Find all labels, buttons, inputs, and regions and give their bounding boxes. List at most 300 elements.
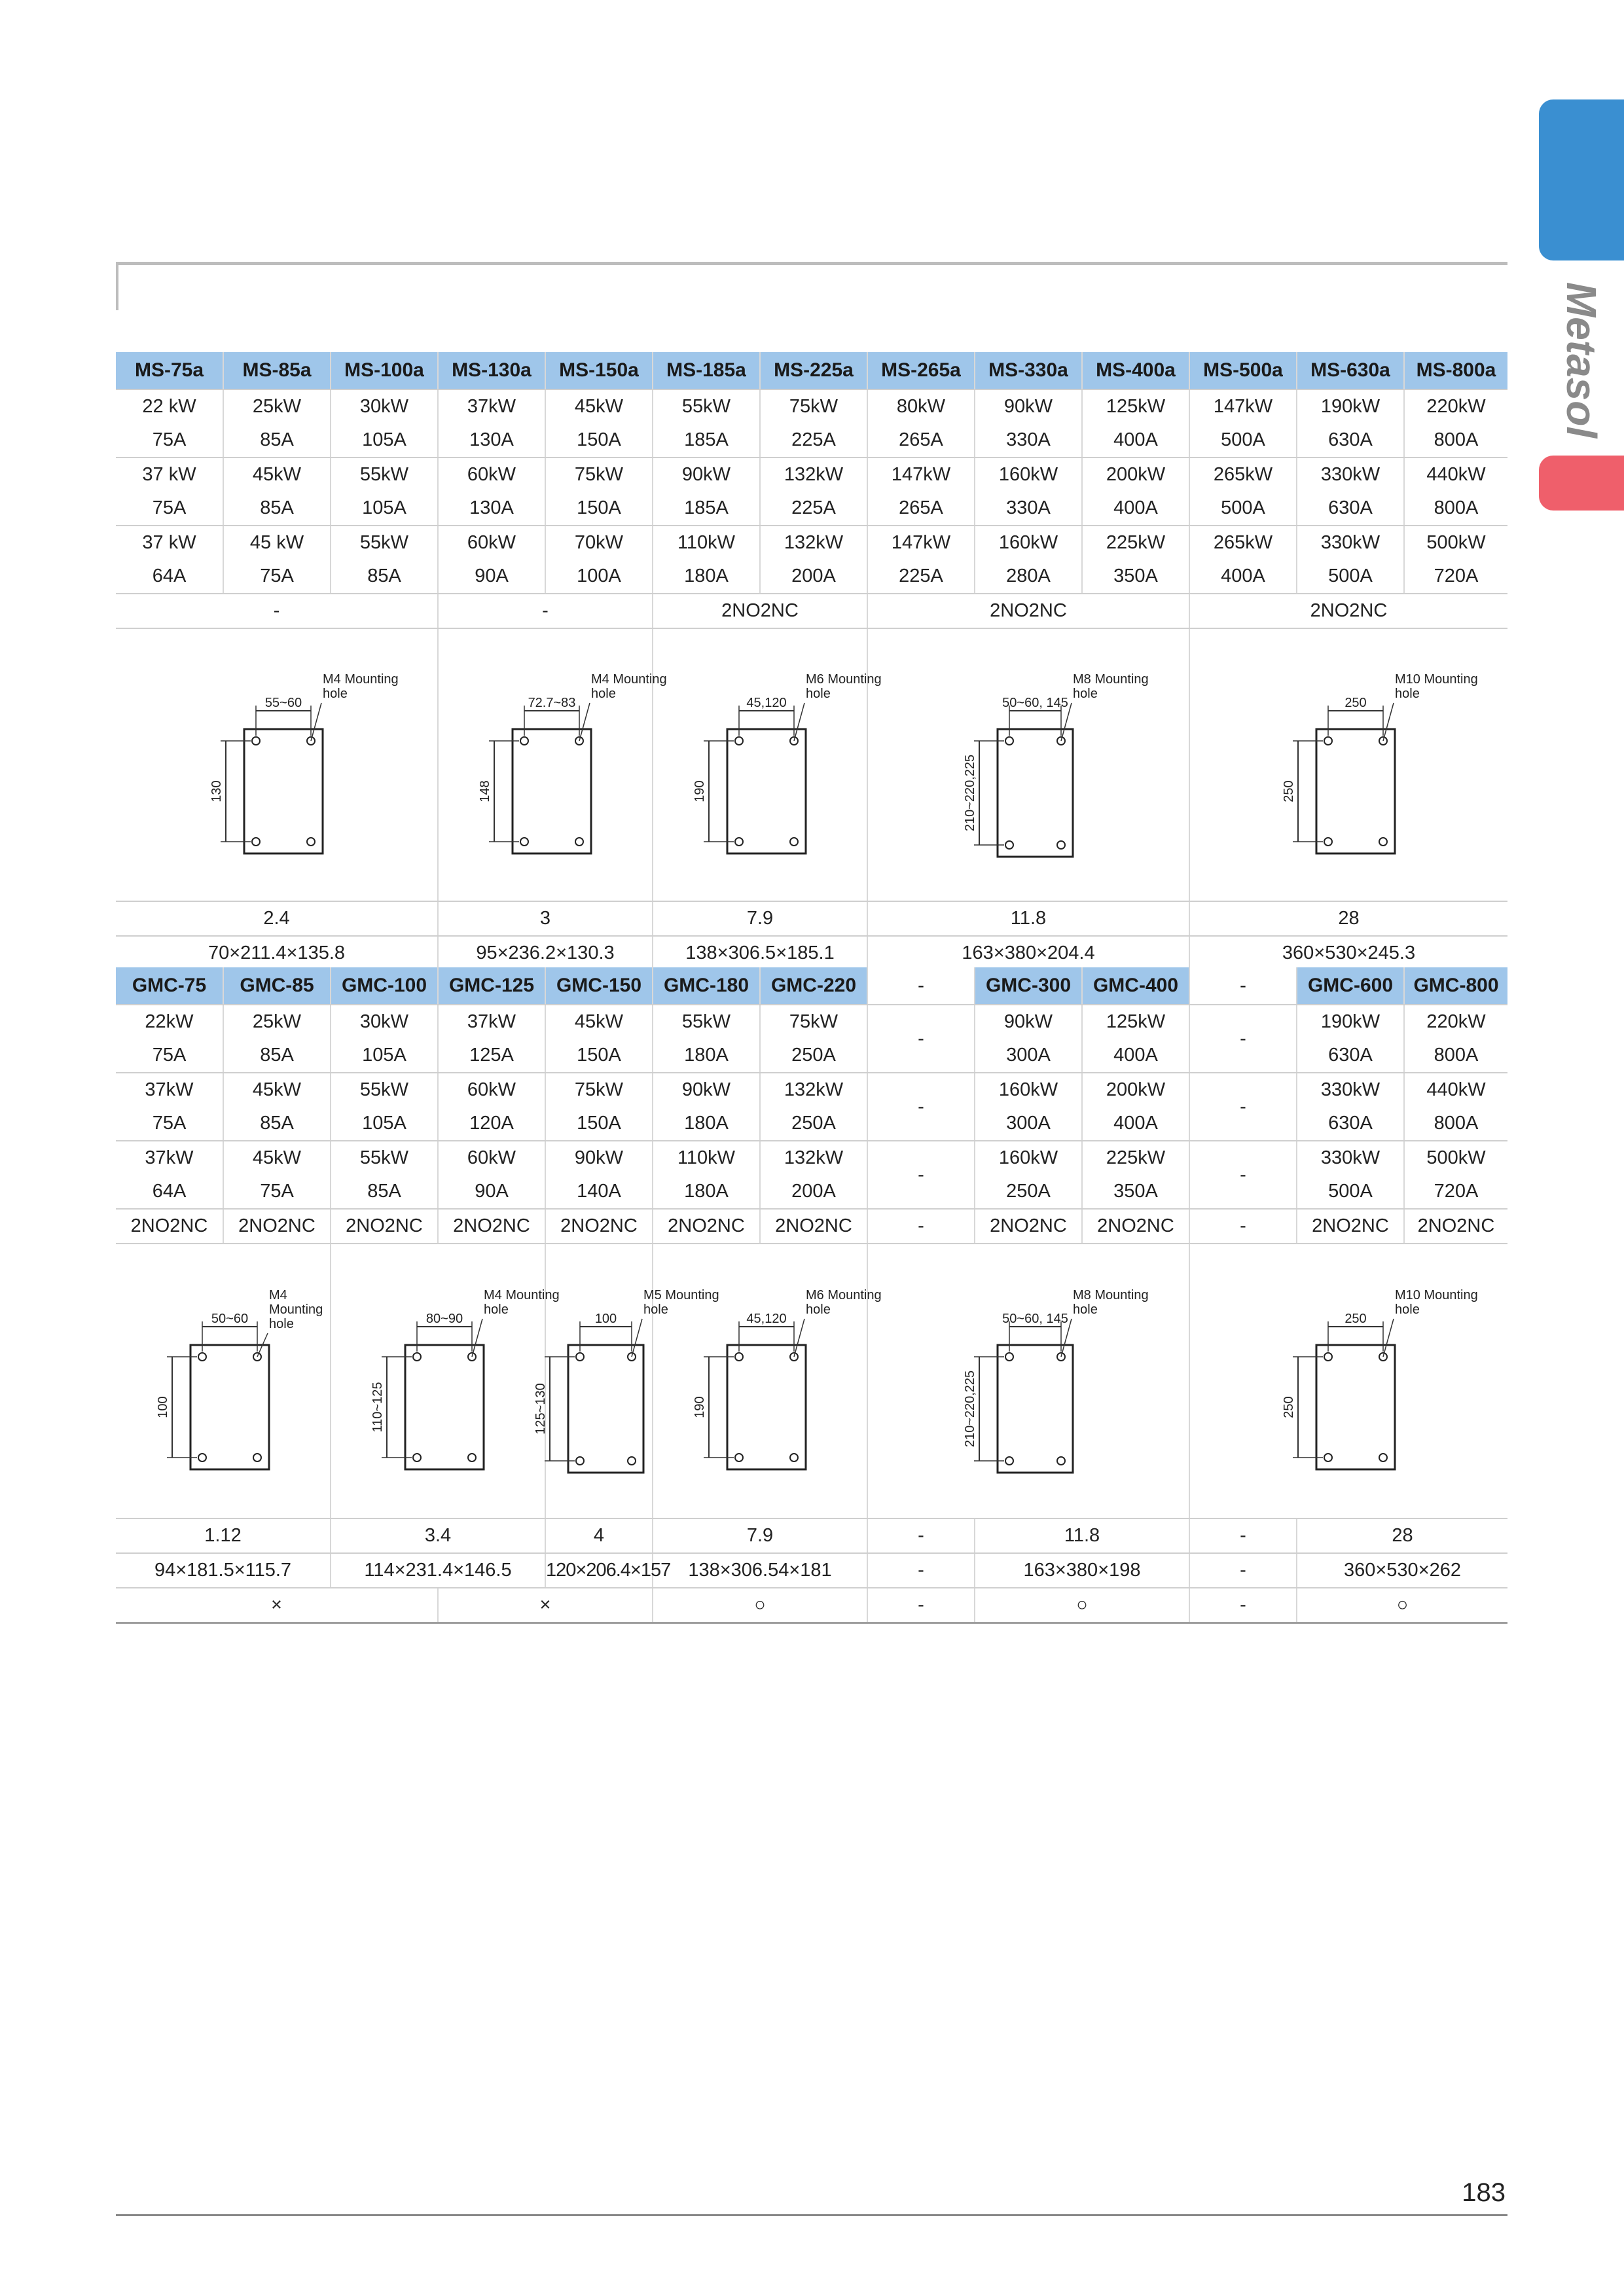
mounting-drawing <box>447 657 667 873</box>
width-dimension-label: 45,120 <box>746 695 787 710</box>
mounting-hole-icon <box>252 838 260 846</box>
drawing-cell <box>1189 1244 1507 1518</box>
rating-cell: 220kW <box>1404 1005 1507 1039</box>
mounting-hole-icon <box>1324 1454 1332 1462</box>
rating-cell: 265kW <box>1189 457 1297 492</box>
model-header: GMC-150 <box>545 967 653 1005</box>
rating-cell: 147kW <box>1189 389 1297 423</box>
mounting-drawing <box>662 657 882 873</box>
rating-cell: 80kW <box>867 389 975 423</box>
rating-cell: 330kW <box>1297 526 1404 560</box>
rating-cell: 330A <box>975 423 1082 457</box>
rating-cell: 60kW <box>438 1073 545 1107</box>
hole-callout-leader <box>311 703 321 741</box>
rating-cell: 200A <box>760 560 867 594</box>
mounting-drawing <box>125 1273 321 1489</box>
mounting-plate-outline <box>998 1345 1073 1473</box>
rating-cell: 350A <box>1082 1175 1189 1209</box>
rating-cell: 180A <box>653 560 760 594</box>
width-dimension-label: 50~60, 145 <box>1002 1312 1068 1326</box>
mounting-plate-outline <box>244 729 323 853</box>
height-dimension-label: 210~220,225 <box>963 754 977 831</box>
mounting-hole-icon <box>253 1454 261 1462</box>
model-header: GMC-75 <box>116 967 223 1005</box>
rating-cell: 160kW <box>975 1073 1082 1107</box>
rating-cell: 400A <box>1082 1107 1189 1141</box>
mark-cell: × <box>438 1588 653 1623</box>
rating-cell: 185A <box>653 492 760 526</box>
rating-cell: 440kW <box>1404 457 1507 492</box>
dimension-cell: 138×306.5×185.1 <box>653 936 867 971</box>
mounting-drawing <box>1231 657 1478 873</box>
model-header: GMC-180 <box>653 967 760 1005</box>
rating-cell: 180A <box>653 1175 760 1209</box>
rating-cell: 125kW <box>1082 1005 1189 1039</box>
rating-cell: 630A <box>1297 492 1404 526</box>
hole-callout-label: M4 Mounting hole <box>484 1288 560 1317</box>
ms-rating-row <box>116 423 1507 457</box>
rating-cell: 190kW <box>1297 389 1404 423</box>
height-dimension-label: 250 <box>1281 780 1296 802</box>
dimension-cell: 70×211.4×135.8 <box>116 936 438 971</box>
rating-cell: 400A <box>1082 1039 1189 1073</box>
model-header: MS-400a <box>1082 352 1189 389</box>
hole-callout-leader <box>1383 703 1394 741</box>
rating-cell: 64A <box>116 1175 223 1209</box>
rating-cell: 800A <box>1404 1039 1507 1073</box>
rating-cell: 200kW <box>1082 1073 1189 1107</box>
rating-cell: 110kW <box>653 526 760 560</box>
rating-cell: 225A <box>760 492 867 526</box>
rating-cell: 55kW <box>331 1141 438 1175</box>
rating-cell: 90A <box>438 560 545 594</box>
gmc-dimension-row <box>116 1553 1507 1588</box>
rating-cell: 85A <box>331 560 438 594</box>
rating-cell: 55kW <box>331 526 438 560</box>
rating-cell: 37 kW <box>142 464 196 485</box>
rating-cell: 85A <box>223 1039 331 1073</box>
ms-dimension-row <box>116 936 1507 971</box>
rating-cell: - <box>867 1005 975 1073</box>
ms-rating-row <box>116 389 1507 423</box>
rating-cell: 185A <box>653 423 760 457</box>
dimension-cell: 163×380×204.4 <box>867 936 1189 971</box>
aux-cell: 2NO2NC <box>1404 1209 1507 1244</box>
mounting-drawing <box>911 1273 1149 1489</box>
rating-cell: 630A <box>1297 423 1404 457</box>
mounting-hole-icon <box>1057 1457 1065 1465</box>
aux-cell: 2NO2NC <box>1082 1209 1189 1244</box>
model-header: MS-500a <box>1189 352 1297 389</box>
hole-callout-label: M8 Mounting hole <box>1073 672 1149 701</box>
width-dimension-label: 250 <box>1344 1312 1367 1326</box>
dimension-cell: 360×530×262 <box>1297 1553 1507 1588</box>
mounting-hole-icon <box>198 1353 206 1361</box>
rating-cell: 64A <box>116 560 223 594</box>
rating-cell: 500A <box>1297 1175 1404 1209</box>
mounting-plate-outline <box>727 1345 806 1469</box>
weight-cell: 4 <box>545 1518 653 1553</box>
aux-cell: 2NO2NC <box>438 1209 545 1244</box>
rating-cell: 45kW <box>545 389 653 423</box>
rating-cell: 150A <box>545 492 653 526</box>
mounting-hole-icon <box>1005 1353 1013 1361</box>
rating-cell: 100A <box>545 560 653 594</box>
rating-cell: 90kW <box>975 389 1082 423</box>
hole-callout-leader <box>472 1319 482 1357</box>
mounting-hole-icon <box>520 737 528 745</box>
mounting-plate-outline <box>998 729 1073 857</box>
rating-cell: 265A <box>867 423 975 457</box>
model-header: - <box>1189 967 1297 1005</box>
rating-cell: 350A <box>1082 560 1189 594</box>
rating-cell: 60kW <box>438 1141 545 1175</box>
drawing-cell <box>653 1244 882 1518</box>
mounting-hole-icon <box>1005 1457 1013 1465</box>
rating-cell: 132kW <box>760 457 867 492</box>
rating-cell: 120A <box>438 1107 545 1141</box>
rating-cell: - <box>867 1073 975 1141</box>
hole-callout-leader <box>1383 1319 1394 1357</box>
rating-cell: 147kW <box>867 457 975 492</box>
rating-cell: 160kW <box>975 457 1082 492</box>
drawing-cell <box>867 628 1189 901</box>
dimension-cell: 95×236.2×130.3 <box>438 936 653 971</box>
rating-cell: 25kW <box>223 1005 331 1039</box>
rating-cell: 300A <box>975 1039 1082 1073</box>
rating-cell: 160kW <box>975 1141 1082 1175</box>
rating-cell: 500kW <box>1404 526 1507 560</box>
rating-cell: 130A <box>438 423 545 457</box>
mounting-plate-outline <box>405 1345 484 1469</box>
rating-cell: 37kW <box>438 1005 545 1039</box>
ms-rating-row <box>116 560 1507 594</box>
ms-drawing-row <box>116 628 1507 901</box>
rating-cell: 800A <box>1404 492 1507 526</box>
mounting-hole-icon <box>1057 841 1065 849</box>
height-dimension-label: 210~220,225 <box>963 1370 977 1448</box>
rating-cell: 132kW <box>760 526 867 560</box>
rating-cell: 75kW <box>760 389 867 423</box>
drawing-cell <box>867 1244 1189 1518</box>
rating-cell: 400A <box>1082 492 1189 526</box>
rating-cell: 90kW <box>653 457 760 492</box>
rating-cell: 45kW <box>223 1141 331 1175</box>
model-header: GMC-300 <box>975 967 1082 1005</box>
hole-callout-label: M4 Mounting hole <box>268 1288 323 1331</box>
width-dimension-label: 50~60 <box>211 1312 248 1326</box>
mounting-hole-icon <box>252 737 260 745</box>
drawing-cell <box>438 628 667 901</box>
mounting-hole-icon <box>735 838 743 846</box>
model-header: MS-225a <box>760 352 867 389</box>
rating-cell: 75kW <box>545 1073 653 1107</box>
rating-cell: 55kW <box>331 457 438 492</box>
mounting-plate-outline <box>1316 729 1395 853</box>
aux-cell: 2NO2NC <box>653 594 867 628</box>
rating-cell: 440kW <box>1404 1073 1507 1107</box>
model-header: GMC-400 <box>1082 967 1189 1005</box>
hole-callout-leader <box>794 1319 804 1357</box>
rating-cell: 55kW <box>331 1073 438 1107</box>
height-dimension-label: 148 <box>478 780 492 802</box>
gmc-rating-row <box>116 1039 1507 1073</box>
rating-cell: 500A <box>1189 492 1297 526</box>
rating-cell: 330A <box>975 492 1082 526</box>
width-dimension-label: 50~60, 145 <box>1002 695 1068 710</box>
mounting-hole-icon <box>575 838 583 846</box>
width-dimension-label: 72.7~83 <box>528 695 576 710</box>
mounting-hole-icon <box>735 737 743 745</box>
rating-cell: 60kW <box>438 457 545 492</box>
rating-cell: 400A <box>1189 560 1297 594</box>
mark-cell: ○ <box>653 1588 867 1623</box>
weight-cell: 11.8 <box>975 1518 1189 1553</box>
mark-cell: - <box>1189 1588 1297 1623</box>
height-dimension-label: 130 <box>209 780 224 802</box>
section-tab-blue <box>1539 99 1624 260</box>
mounting-hole-icon <box>1379 1454 1387 1462</box>
rating-cell: 110kW <box>653 1141 760 1175</box>
rating-cell: 105A <box>331 492 438 526</box>
height-dimension-label: 125~130 <box>533 1383 548 1435</box>
weight-cell: 28 <box>1297 1518 1507 1553</box>
gmc-rating-row <box>116 1107 1507 1141</box>
mounting-hole-icon <box>1379 838 1387 846</box>
rating-cell: - <box>1189 1005 1297 1073</box>
width-dimension-label: 55~60 <box>264 695 302 710</box>
model-header: MS-630a <box>1297 352 1404 389</box>
mounting-hole-icon <box>1324 838 1332 846</box>
rating-cell: 105A <box>331 423 438 457</box>
mounting-hole-icon <box>1324 1353 1332 1361</box>
hole-callout-label: M4 Mounting hole <box>322 672 399 701</box>
mounting-hole-icon <box>1005 737 1013 745</box>
aux-cell: 2NO2NC <box>223 1209 331 1244</box>
weight-cell: 3.4 <box>331 1518 545 1553</box>
rating-cell: 90kW <box>545 1141 653 1175</box>
rating-cell: 500kW <box>1404 1141 1507 1175</box>
ms-header-row <box>116 352 1507 389</box>
rating-cell: 220kW <box>1404 389 1507 423</box>
rating-cell: 130A <box>438 492 545 526</box>
weight-cell: 28 <box>1189 901 1507 936</box>
rating-cell: 30kW <box>331 389 438 423</box>
mounting-plate-outline <box>727 729 806 853</box>
gmc-rating-row <box>116 1005 1507 1039</box>
model-header: MS-130a <box>438 352 545 389</box>
gmc-rating-row <box>116 1141 1507 1175</box>
rating-cell: 37 kW <box>142 532 196 553</box>
rating-cell: 105A <box>331 1107 438 1141</box>
gmc-drawing-row <box>116 1244 1507 1518</box>
mark-cell: - <box>867 1588 975 1623</box>
mounting-hole-icon <box>1005 841 1013 849</box>
height-dimension-label: 190 <box>693 1396 707 1418</box>
ms-rating-row <box>116 526 1507 560</box>
hole-callout-label: M5 Mounting hole <box>643 1288 719 1317</box>
rating-cell: - <box>1189 1073 1297 1141</box>
rating-cell: 37kW <box>145 1079 194 1100</box>
weight-cell: - <box>867 1518 975 1553</box>
page-number: 183 <box>1462 2178 1506 2207</box>
rating-cell: 300A <box>975 1107 1082 1141</box>
dimension-cell: 360×530×245.3 <box>1189 936 1507 971</box>
rating-cell: 22 kW <box>142 396 196 417</box>
aux-cell: - <box>1189 1209 1297 1244</box>
rating-cell: 75kW <box>760 1005 867 1039</box>
rating-cell: 400A <box>1082 423 1189 457</box>
drawing-cell <box>653 628 882 901</box>
rating-cell: 225kW <box>1082 526 1189 560</box>
rating-cell: 75kW <box>545 457 653 492</box>
rating-cell: 85A <box>331 1175 438 1209</box>
model-header: MS-75a <box>116 352 223 389</box>
aux-cell: 2NO2NC <box>1297 1209 1404 1244</box>
rating-cell: 250A <box>975 1175 1082 1209</box>
ms-aux-row <box>116 594 1507 628</box>
hole-callout-label: M8 Mounting hole <box>1073 1288 1149 1317</box>
aux-cell: 2NO2NC <box>331 1209 438 1244</box>
mounting-hole-icon <box>307 838 315 846</box>
rating-cell: 125A <box>438 1039 545 1073</box>
aux-cell: 2NO2NC <box>760 1209 867 1244</box>
rating-cell: 720A <box>1404 560 1507 594</box>
footer-rule <box>116 2214 1507 2216</box>
hole-callout-leader <box>632 1319 642 1357</box>
mounting-plate-outline <box>1316 1345 1395 1469</box>
mounting-drawing <box>662 1273 882 1489</box>
mark-cell: ○ <box>1297 1588 1507 1623</box>
rating-cell: 160kW <box>975 526 1082 560</box>
rating-cell: 30kW <box>331 1005 438 1039</box>
ms-spec-table <box>116 352 1507 971</box>
rating-cell: 85A <box>223 492 331 526</box>
gmc-mark-row <box>116 1588 1507 1623</box>
model-header: MS-150a <box>545 352 653 389</box>
drawing-cell <box>331 1244 560 1518</box>
dimension-cell: 163×380×198 <box>975 1553 1189 1588</box>
hole-callout-leader <box>579 703 590 741</box>
rating-cell: 225A <box>867 560 975 594</box>
rating-cell: 250A <box>760 1039 867 1073</box>
width-dimension-label: 80~90 <box>425 1312 463 1326</box>
rating-cell: 45 kW <box>223 526 331 560</box>
model-header: MS-185a <box>653 352 760 389</box>
rating-cell: 150A <box>545 1107 653 1141</box>
rating-cell: 25kW <box>223 389 331 423</box>
rating-cell: 330kW <box>1297 1141 1404 1175</box>
drawing-cell <box>1189 628 1507 901</box>
gmc-header-row <box>116 967 1507 1005</box>
rating-cell: 75A <box>223 1175 331 1209</box>
rating-cell: 140A <box>545 1175 653 1209</box>
rating-cell: 225A <box>760 423 867 457</box>
rating-cell: 37kW <box>145 1147 194 1168</box>
ms-weight-row <box>116 901 1507 936</box>
model-header: MS-330a <box>975 352 1082 389</box>
hole-callout-label: M6 Mounting hole <box>806 1288 882 1317</box>
rating-cell: 22kW <box>145 1011 194 1032</box>
rating-cell: 90kW <box>975 1005 1082 1039</box>
rating-cell: - <box>867 1141 975 1209</box>
model-header: GMC-600 <box>1297 967 1404 1005</box>
rating-cell: 265kW <box>1189 526 1297 560</box>
aux-cell: 2NO2NC <box>867 594 1189 628</box>
gmc-aux-row <box>116 1209 1507 1244</box>
ms-rating-row <box>116 492 1507 526</box>
rating-cell: 800A <box>1404 1107 1507 1141</box>
mounting-hole-icon <box>1324 737 1332 745</box>
mark-cell: ○ <box>975 1588 1189 1623</box>
hole-callout-leader <box>794 703 804 741</box>
mounting-hole-icon <box>735 1353 743 1361</box>
weight-cell: 3 <box>438 901 653 936</box>
model-header: MS-800a <box>1404 352 1507 389</box>
mounting-hole-icon <box>468 1454 476 1462</box>
mounting-hole-icon <box>413 1353 421 1361</box>
mounting-plate-outline <box>568 1345 643 1473</box>
dimension-cell: 114×231.4×146.5 <box>331 1553 545 1588</box>
rating-cell: 330kW <box>1297 457 1404 492</box>
model-header: GMC-125 <box>438 967 545 1005</box>
model-header: GMC-220 <box>760 967 867 1005</box>
rating-cell: 250A <box>760 1107 867 1141</box>
rating-cell: 75A <box>116 1039 223 1073</box>
dimension-cell: - <box>1189 1553 1297 1588</box>
rating-cell: 75A <box>116 423 223 457</box>
rating-cell: 37kW <box>438 389 545 423</box>
model-header: - <box>867 967 975 1005</box>
dimension-cell: 120×206.4×157 <box>545 1553 653 1588</box>
rating-cell: 800A <box>1404 423 1507 457</box>
gmc-rating-row <box>116 1175 1507 1209</box>
aux-cell: 2NO2NC <box>116 1209 223 1244</box>
model-header: MS-100a <box>331 352 438 389</box>
model-header: GMC-85 <box>223 967 331 1005</box>
hole-callout-label: M4 Mounting hole <box>591 672 667 701</box>
rating-cell: 90kW <box>653 1073 760 1107</box>
rating-cell: 70kW <box>545 526 653 560</box>
mark-cell: × <box>116 1588 438 1623</box>
mounting-hole-icon <box>790 1454 798 1462</box>
rating-cell: 200kW <box>1082 457 1189 492</box>
height-dimension-label: 250 <box>1281 1396 1296 1418</box>
mounting-drawing <box>911 657 1149 873</box>
rating-cell: 265A <box>867 492 975 526</box>
top-rule <box>116 262 1507 265</box>
rating-cell: 85A <box>223 423 331 457</box>
weight-cell: 7.9 <box>653 901 867 936</box>
rating-cell: 180A <box>653 1039 760 1073</box>
rating-cell: 132kW <box>760 1073 867 1107</box>
rating-cell: 500A <box>1189 423 1297 457</box>
model-header: GMC-100 <box>331 967 438 1005</box>
rating-cell: 190kW <box>1297 1005 1404 1039</box>
rating-cell: 90A <box>438 1175 545 1209</box>
aux-cell: - <box>438 594 653 628</box>
drawing-cell <box>116 1244 331 1518</box>
rating-cell: 55kW <box>653 1005 760 1039</box>
aux-cell: - <box>116 594 438 628</box>
mounting-hole-icon <box>790 838 798 846</box>
mounting-plate-outline <box>513 729 591 853</box>
weight-cell: 11.8 <box>867 901 1189 936</box>
rating-cell: 150A <box>545 423 653 457</box>
mounting-hole-icon <box>413 1454 421 1462</box>
weight-cell: 2.4 <box>116 901 438 936</box>
rating-cell: 75A <box>223 560 331 594</box>
